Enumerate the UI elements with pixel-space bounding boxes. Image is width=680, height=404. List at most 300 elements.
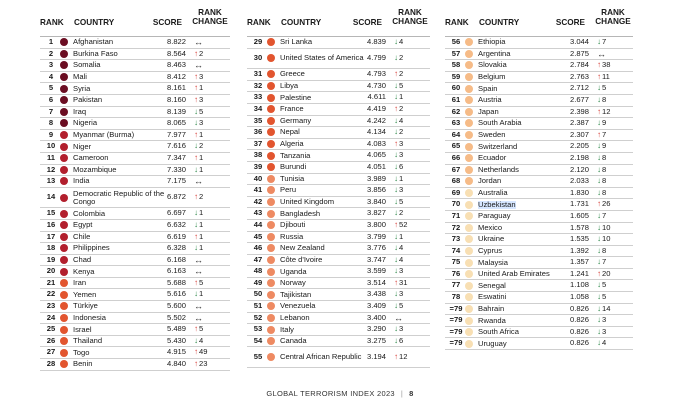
impact-level-dot-icon	[267, 38, 275, 46]
country-name: United Kingdom	[280, 197, 335, 207]
rank-change-cell	[388, 313, 426, 324]
table-row	[445, 280, 633, 292]
arrow-down-icon: ↓	[597, 292, 601, 302]
country-cell	[73, 165, 168, 176]
country-name: Australia	[478, 188, 508, 198]
table-row	[445, 315, 633, 327]
country-cell	[73, 118, 168, 129]
country-name: Israel	[73, 324, 92, 334]
table-row	[40, 313, 230, 325]
rank-change-cell	[388, 255, 426, 266]
arrow-down-icon: ↓	[394, 266, 398, 276]
table-row	[247, 37, 430, 49]
score-cell: 8.161	[166, 83, 186, 93]
score-cell: 3.747	[366, 254, 386, 264]
rank-change-cell	[188, 153, 226, 164]
impact-level-dot-icon	[465, 293, 473, 301]
table-row	[247, 289, 430, 301]
score-cell: 6.328	[166, 243, 186, 253]
country-cell	[478, 141, 571, 152]
score-cell: 1.108	[569, 280, 589, 290]
rank-change-value: 5	[199, 277, 204, 287]
rank-change-cell	[591, 234, 629, 245]
country-name: India	[73, 176, 90, 186]
rank-change-value: 3	[602, 326, 607, 336]
rank-change-cell	[188, 347, 226, 358]
country-cell	[280, 116, 368, 127]
rank-change-cell	[591, 153, 629, 164]
arrow-down-icon: ↓	[597, 280, 601, 290]
country-cell	[280, 347, 368, 367]
table-row	[247, 127, 430, 139]
rank-cell: 41	[253, 185, 263, 195]
country-cell	[280, 104, 368, 115]
rank-change-cell	[188, 243, 226, 254]
rank-change-cell	[388, 69, 426, 80]
impact-level-dot-icon	[465, 259, 473, 267]
score-cell: 4.134	[366, 127, 386, 137]
rank-cell: 2	[48, 48, 54, 58]
table-row	[40, 243, 230, 255]
rank-cell: 58	[451, 60, 461, 70]
country-name: Central African Republic	[280, 352, 362, 362]
country-name: Senegal	[478, 280, 506, 290]
table-row	[40, 289, 230, 301]
table-row	[40, 347, 230, 359]
table-row	[445, 211, 633, 223]
impact-level-dot-icon	[60, 360, 68, 368]
score-cell: 3.599	[366, 266, 386, 276]
country-name: Burkina Faso	[73, 48, 118, 58]
rank-change-cell	[591, 60, 629, 71]
rank-change-value: 7	[602, 129, 607, 139]
rank-cell: 59	[451, 71, 461, 81]
country-cell	[280, 289, 368, 300]
rank-change-value: 5	[399, 80, 404, 90]
rank-change-cell	[388, 232, 426, 243]
arrow-down-icon: ↓	[394, 208, 398, 218]
arrow-down-icon: ↓	[394, 196, 398, 206]
rank-change-value: 1	[399, 92, 404, 102]
footer-divider: |	[400, 389, 404, 398]
country-name: Afghanistan	[73, 37, 114, 47]
rank-change-value: 3	[399, 138, 404, 148]
country-name: Chad	[73, 254, 92, 264]
country-name: Tunisia	[280, 173, 305, 183]
impact-level-dot-icon	[465, 317, 473, 325]
country-cell	[478, 176, 571, 187]
arrow-up-icon: ↑	[394, 69, 398, 79]
rank-change-cell	[591, 107, 629, 118]
country-cell	[478, 246, 571, 257]
country-name: Tanzania	[280, 150, 311, 160]
score-cell: 5.502	[166, 312, 186, 322]
rank-cell: 10	[46, 141, 56, 151]
country-name: Syria	[73, 83, 91, 93]
score-cell: 1.392	[569, 245, 589, 255]
score-cell: 3.776	[366, 243, 386, 253]
table-row	[40, 95, 230, 107]
table-row	[247, 81, 430, 93]
country-cell	[280, 266, 368, 277]
score-cell: 3.799	[366, 231, 386, 241]
rank-change-cell	[188, 176, 226, 187]
country-name: Iran	[73, 278, 87, 288]
score-cell: 2.387	[569, 118, 589, 128]
arrow-down-icon: ↓	[394, 231, 398, 241]
rank-change-cell	[388, 185, 426, 196]
table-row	[247, 197, 430, 209]
rank-cell: 71	[451, 210, 461, 220]
impact-level-dot-icon	[267, 337, 275, 345]
impact-level-dot-icon	[465, 340, 473, 348]
impact-level-dot-icon	[60, 154, 68, 162]
impact-level-dot-icon	[465, 85, 473, 93]
score-cell: 8.822	[166, 37, 186, 46]
impact-level-dot-icon	[465, 282, 473, 290]
rank-change-value: 8	[602, 176, 607, 186]
rank-change-value: 6	[399, 161, 404, 171]
rank-header: RANK	[247, 18, 271, 27]
score-cell: 8.160	[166, 94, 186, 104]
rank-change-cell	[388, 197, 426, 208]
score-cell: 2.784	[569, 60, 589, 70]
rank-change-value: 2	[399, 69, 404, 79]
rank-change-value: 26	[602, 199, 611, 209]
country-cell	[478, 83, 571, 94]
country-name: Niger	[73, 141, 92, 151]
rank-change-value: 1	[399, 173, 404, 183]
score-cell: 4.840	[166, 359, 186, 369]
country-name: Jordan	[478, 176, 502, 186]
rank-change-cell	[388, 37, 426, 48]
impact-level-dot-icon	[465, 235, 473, 243]
country-cell	[280, 49, 368, 69]
rank-cell: 45	[253, 231, 263, 241]
impact-level-dot-icon	[60, 119, 68, 127]
rank-change-cell	[188, 359, 226, 370]
impact-level-dot-icon	[465, 166, 473, 174]
score-cell: 2.120	[569, 164, 589, 174]
country-name: Iraq	[73, 106, 87, 116]
table-row	[247, 266, 430, 278]
table-rows	[445, 36, 633, 350]
country-cell	[280, 162, 368, 173]
score-cell: 5.430	[166, 335, 186, 345]
score-cell: 5.616	[166, 289, 186, 299]
arrow-up-icon: ↑	[194, 192, 198, 202]
impact-level-dot-icon	[465, 73, 473, 81]
table-row	[40, 141, 230, 153]
rank-cell: 52	[253, 312, 263, 322]
score-cell: 2.875	[569, 48, 589, 58]
rank-cell: 61	[451, 94, 461, 104]
impact-level-dot-icon	[465, 305, 473, 313]
score-cell: 3.800	[366, 219, 386, 229]
arrow-down-icon: ↓	[597, 210, 601, 220]
impact-level-dot-icon	[267, 279, 275, 287]
arrow-down-icon: ↓	[597, 94, 601, 104]
country-cell	[73, 266, 168, 277]
rank-change-value: 3	[399, 266, 404, 276]
country-name: Sweden	[478, 130, 506, 140]
table-row	[445, 72, 633, 84]
rank-change-cell	[591, 315, 629, 326]
arrow-up-icon: ↑	[394, 219, 398, 229]
rank-change-cell	[591, 130, 629, 141]
impact-level-dot-icon	[267, 256, 275, 264]
rank-cell: 22	[46, 289, 56, 299]
rank-change-cell	[388, 162, 426, 173]
rank-change-value: 49	[199, 347, 208, 357]
rank-change-cell	[388, 289, 426, 300]
impact-level-dot-icon	[267, 82, 275, 90]
arrow-down-icon: ↓	[394, 289, 398, 299]
rank-change-cell	[591, 292, 629, 303]
country-cell	[73, 72, 168, 83]
rank-change-cell	[188, 141, 226, 152]
rank-change-cell	[188, 313, 226, 324]
rank-change-value: 5	[399, 196, 404, 206]
impact-level-dot-icon	[60, 61, 68, 69]
country-name: Nepal	[280, 127, 300, 137]
country-cell	[280, 232, 368, 243]
rank-cell: 43	[253, 208, 263, 218]
rank-change-cell	[388, 116, 426, 127]
country-cell	[280, 255, 368, 266]
rank-cell: 18	[46, 243, 56, 253]
score-cell: 6.632	[166, 219, 186, 229]
impact-level-dot-icon	[60, 314, 68, 322]
country-name: Burundi	[280, 162, 307, 172]
rank-change-value: 4	[199, 335, 204, 345]
arrow-up-icon: ↑	[194, 129, 198, 139]
arrow-down-icon: ↓	[194, 106, 198, 116]
rank-change-cell	[188, 220, 226, 231]
country-name: Sri Lanka	[280, 37, 313, 47]
country-name: Eswatini	[478, 292, 507, 302]
rank-change-value: 7	[602, 210, 607, 220]
country-name: Colombia	[73, 208, 106, 218]
score-cell: 3.400	[366, 312, 386, 322]
rank-change-cell	[388, 220, 426, 231]
rank-cell: 44	[253, 219, 263, 229]
impact-level-dot-icon	[60, 131, 68, 139]
country-name: Libya	[280, 81, 299, 91]
country-name: Indonesia	[73, 312, 106, 322]
arrow-down-icon: ↓	[394, 127, 398, 137]
country-name: Canada	[280, 336, 307, 346]
table-row	[445, 95, 633, 107]
rank-change-cell	[188, 232, 226, 243]
score-cell: 7.977	[166, 129, 186, 139]
country-name: Tajikistan	[280, 289, 312, 299]
impact-level-dot-icon	[465, 131, 473, 139]
country-cell	[478, 223, 571, 234]
arrow-down-icon: ↓	[394, 185, 398, 195]
country-name: United States of America	[280, 53, 364, 63]
rank-change-value: 14	[602, 303, 611, 313]
rank-cell: 33	[253, 92, 263, 102]
country-cell	[73, 188, 168, 208]
score-cell: 8.139	[166, 106, 186, 116]
country-name: Germany	[280, 115, 312, 125]
rank-change-value: 12	[399, 351, 408, 361]
arrow-up-icon: ↑	[194, 359, 198, 369]
country-cell	[478, 234, 571, 245]
score-cell: 4.083	[366, 138, 386, 148]
table-row	[40, 359, 230, 371]
impact-level-dot-icon	[465, 61, 473, 69]
no-change-icon: ↔	[394, 312, 403, 323]
rank-change-value: 3	[399, 185, 404, 195]
country-cell	[280, 220, 368, 231]
score-cell: 1.357	[569, 257, 589, 267]
country-name: Djibouti	[280, 220, 306, 230]
table-row	[247, 278, 430, 290]
impact-level-dot-icon	[60, 326, 68, 334]
country-cell	[73, 313, 168, 324]
country-cell	[478, 49, 571, 60]
country-name: Malaysia	[478, 257, 508, 267]
rank-change-cell	[188, 208, 226, 219]
score-cell: 4.839	[366, 37, 386, 46]
score-cell: 6.163	[166, 266, 186, 276]
table-header	[40, 8, 230, 36]
score-cell: 0.826	[569, 315, 589, 325]
country-cell	[478, 95, 571, 106]
country-name: Cameroon	[73, 153, 109, 163]
rank-change-cell	[591, 199, 629, 210]
rank-change-cell	[591, 269, 629, 280]
score-cell: 0.826	[569, 303, 589, 313]
country-name: Rwanda	[478, 315, 506, 325]
rank-cell: 8	[48, 118, 54, 128]
score-cell: 1.241	[569, 268, 589, 278]
country-name: Yemen	[73, 289, 97, 299]
rank-change-cell	[388, 49, 426, 69]
page-footer	[0, 389, 680, 398]
table-row	[40, 336, 230, 348]
country-name: Kenya	[73, 266, 95, 276]
country-cell	[280, 197, 368, 208]
score-cell: 8.065	[166, 118, 186, 128]
table-row	[445, 188, 633, 200]
arrow-down-icon: ↓	[194, 219, 198, 229]
table-row	[40, 153, 230, 165]
rank-change-value: 5	[602, 292, 607, 302]
country-cell	[73, 130, 168, 141]
score-cell: 7.616	[166, 141, 186, 151]
country-name: Pakistan	[73, 95, 103, 105]
rank-cell: 39	[253, 161, 263, 171]
country-cell	[280, 324, 368, 335]
score-cell: 5.688	[166, 277, 186, 287]
country-cell	[280, 174, 368, 185]
rank-cell: 50	[253, 289, 263, 299]
country-cell	[280, 185, 368, 196]
table-row	[247, 208, 430, 220]
score-cell: 8.463	[166, 60, 186, 70]
rank-change-header: RANK CHANGE	[392, 8, 428, 26]
country-cell	[478, 118, 571, 129]
country-cell	[73, 141, 168, 152]
rank-change-cell	[591, 118, 629, 129]
impact-level-dot-icon	[465, 224, 473, 232]
country-name: Uganda	[280, 266, 307, 276]
score-cell: 4.730	[366, 80, 386, 90]
table-row	[445, 327, 633, 339]
country-name: United Arab Emirates	[478, 269, 550, 279]
rank-cell: 13	[46, 176, 56, 186]
table-row	[40, 232, 230, 244]
impact-level-dot-icon	[60, 233, 68, 241]
rank-change-cell	[591, 211, 629, 222]
rank-change-cell	[591, 176, 629, 187]
rank-cell: 75	[451, 257, 461, 267]
rank-change-cell	[591, 95, 629, 106]
rank-cell: 49	[253, 277, 263, 287]
rank-header: RANK	[40, 18, 64, 27]
country-name: Egypt	[73, 220, 93, 230]
country-name: Mali	[73, 72, 87, 82]
rank-cell: 11	[46, 152, 56, 162]
rank-cell: =79	[449, 326, 463, 336]
rank-cell: 73	[451, 234, 461, 244]
country-cell	[280, 301, 368, 312]
table-row	[40, 60, 230, 72]
table-row	[445, 49, 633, 61]
impact-level-dot-icon	[267, 70, 275, 78]
arrow-down-icon: ↓	[597, 326, 601, 336]
rank-cell: 69	[451, 187, 461, 197]
country-cell	[73, 255, 168, 266]
score-cell: 2.307	[569, 129, 589, 139]
rank-change-cell	[188, 336, 226, 347]
rank-change-value: 2	[199, 141, 204, 151]
rank-change-value: 4	[399, 115, 404, 125]
score-cell: 2.398	[569, 106, 589, 116]
rank-cell: 5	[48, 83, 54, 93]
rank-change-value: 2	[399, 53, 404, 63]
impact-level-dot-icon	[60, 85, 68, 93]
table-row	[247, 116, 430, 128]
table-row	[40, 118, 230, 130]
table-row	[40, 266, 230, 278]
arrow-down-icon: ↓	[194, 208, 198, 218]
country-name: Chile	[73, 231, 91, 241]
rank-change-value: 1	[199, 152, 204, 162]
table-row	[40, 107, 230, 119]
arrow-up-icon: ↑	[394, 351, 398, 361]
impact-level-dot-icon	[465, 247, 473, 255]
arrow-down-icon: ↓	[597, 37, 601, 46]
arrow-up-icon: ↑	[194, 152, 198, 162]
rank-change-value: 3	[199, 71, 204, 81]
arrow-down-icon: ↓	[597, 222, 601, 232]
table-rows	[40, 36, 230, 371]
rank-change-value: 8	[602, 187, 607, 197]
country-name: Switzerland	[478, 141, 518, 151]
rank-change-cell	[591, 165, 629, 176]
impact-level-dot-icon	[60, 96, 68, 104]
rank-cell: 72	[451, 222, 461, 232]
rank-change-cell	[188, 278, 226, 289]
rank-change-value: 7	[602, 257, 607, 267]
score-cell: 4.242	[366, 115, 386, 125]
country-header: COUNTRY	[281, 18, 322, 27]
score-cell: 3.409	[366, 301, 386, 311]
